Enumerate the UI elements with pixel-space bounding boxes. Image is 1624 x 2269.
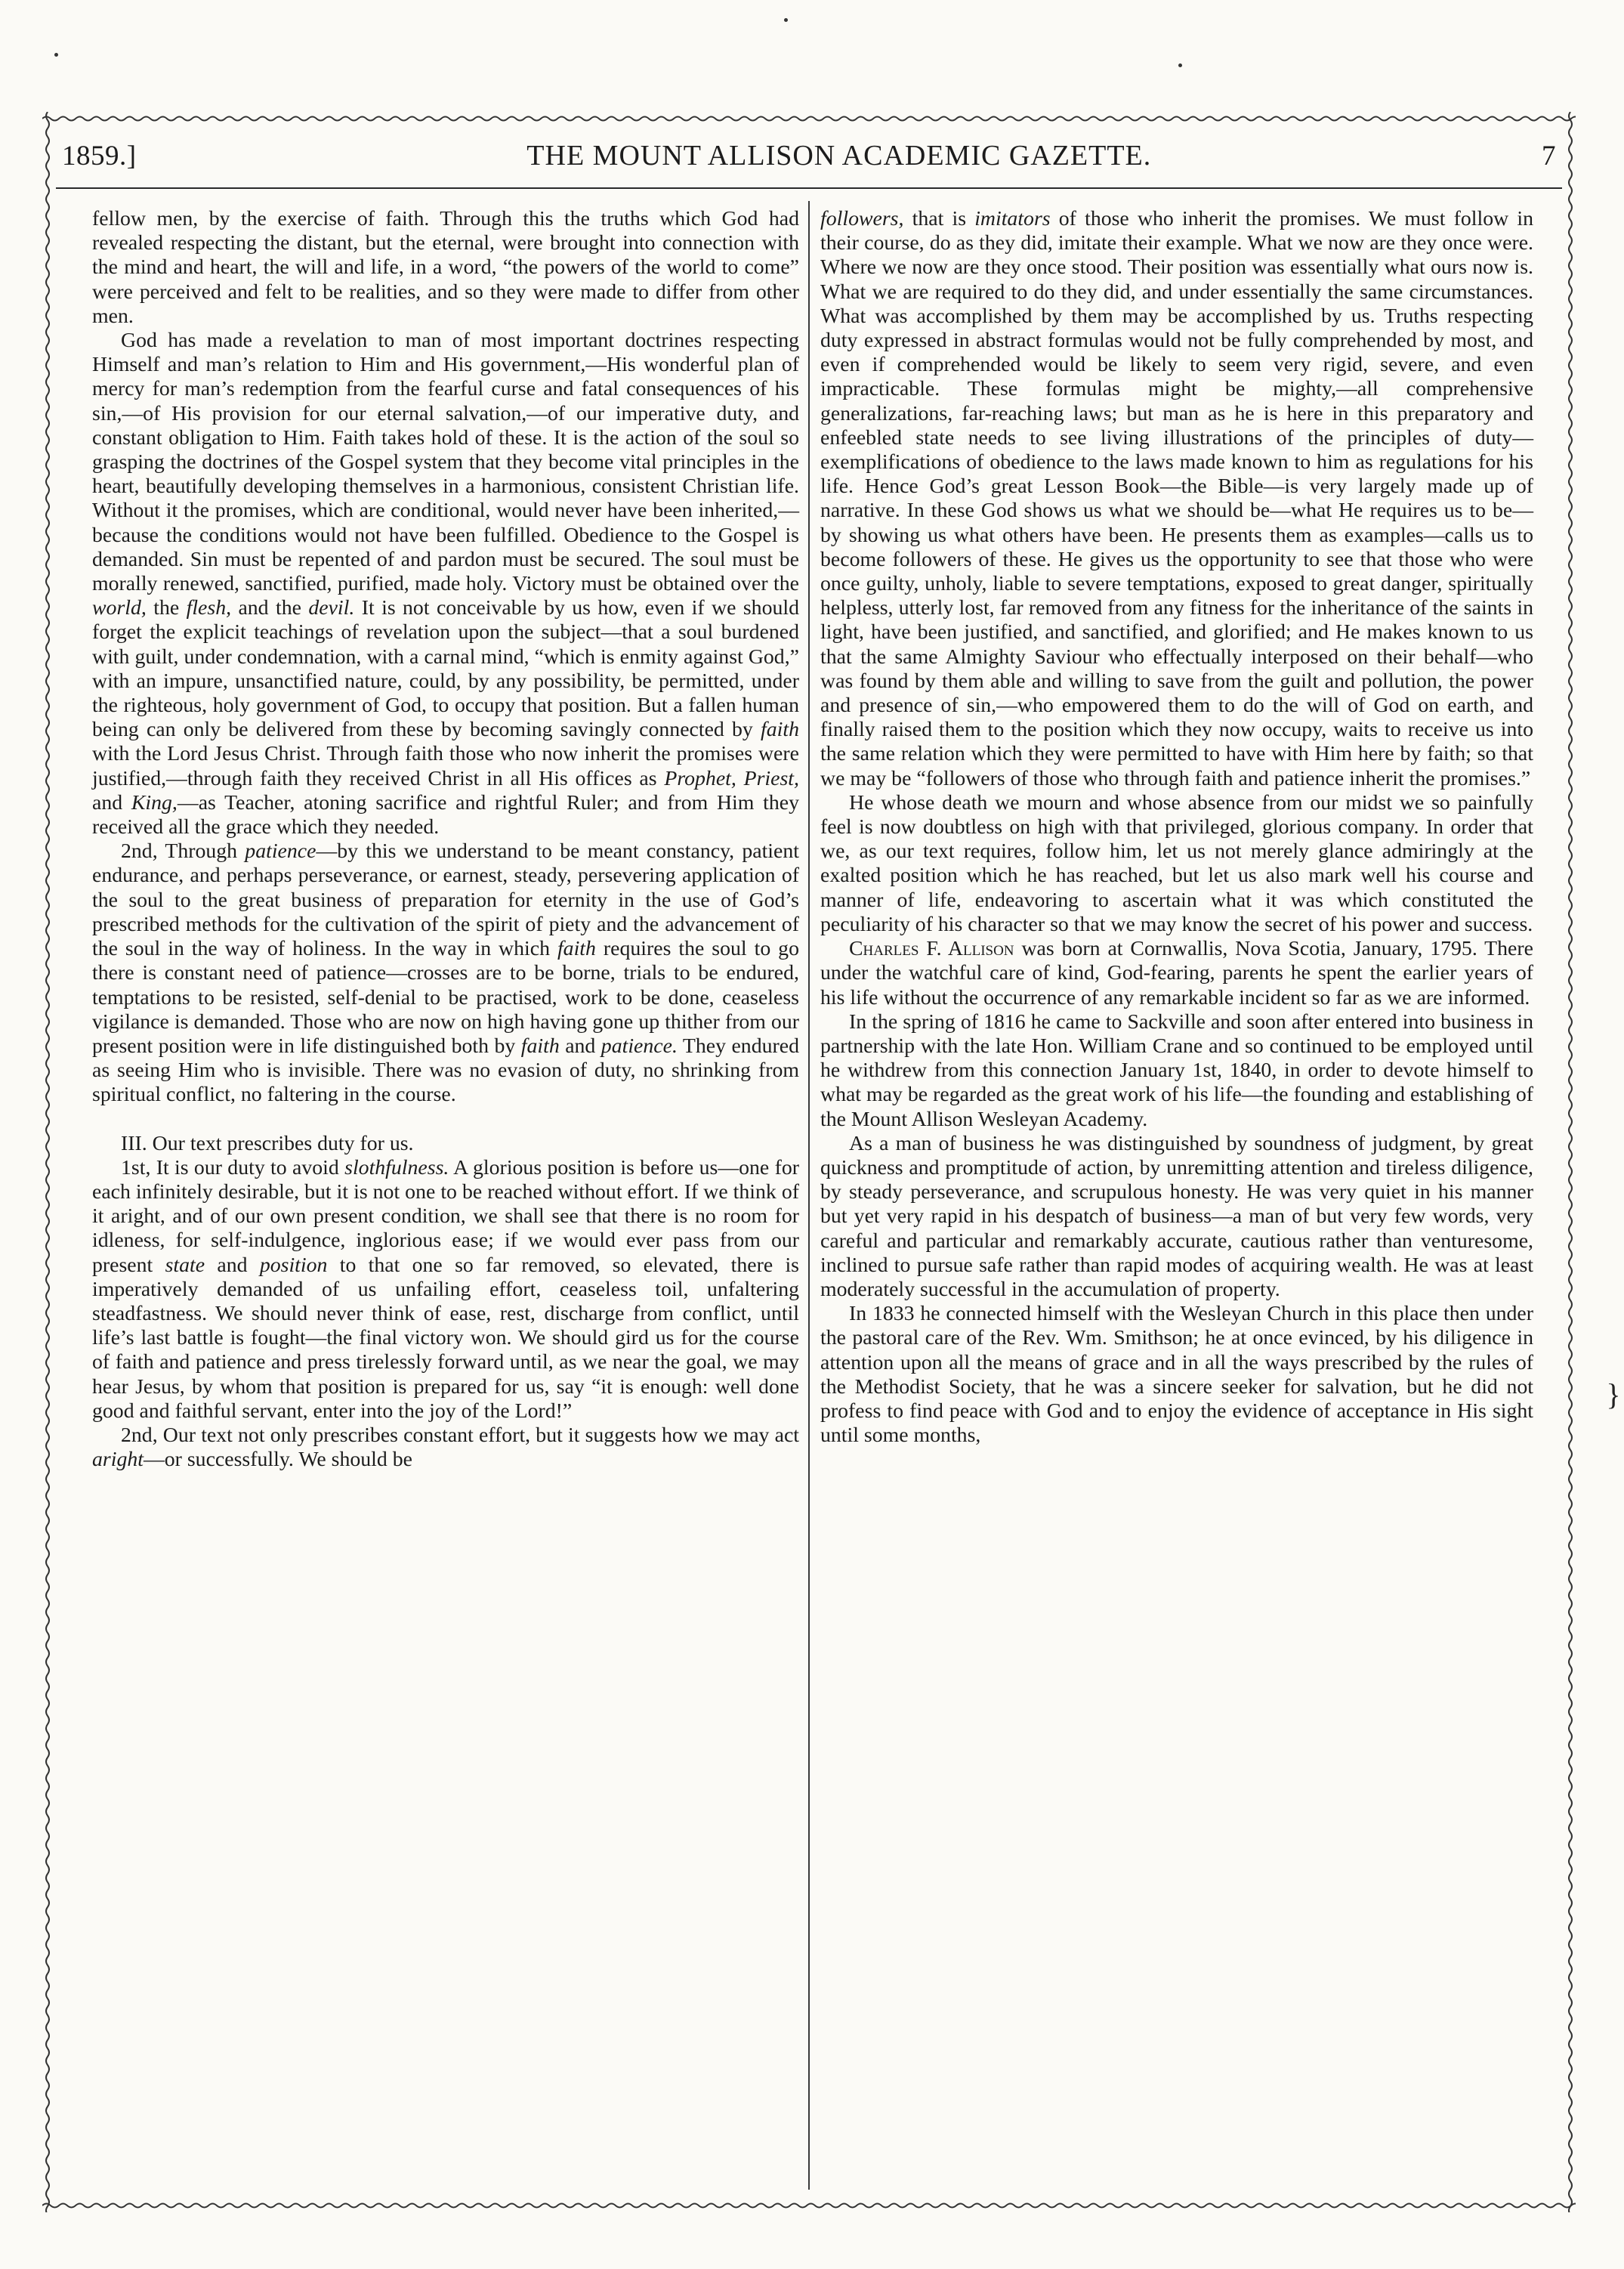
italic-text: faith: [761, 718, 799, 742]
paragraph: [92, 1424, 799, 1472]
text-run: fellow men, by the exercise of faith. Through this the truths which God had revealed respecting the distant, but the eternal, were brought into connection with the mind and heart, the will and life, in a word, “the powers of the world to come” were perceived and felt to be realities, and so they were made to differ from other men.: [92, 207, 799, 328]
text-run: A glorious position is before us—one for each infinitely desirable, but it is not one to be reached without effort. If we think of it aright, and of our own present condition, we shall see that there is no room for idleness, for self-indulgence, inglorious ease; if we would ever pass from our present: [92, 1155, 799, 1277]
text-run: and: [205, 1253, 260, 1277]
paragraph: [820, 1132, 1533, 1302]
text-run: III. Our text prescribes duty for us.: [121, 1131, 414, 1155]
paragraph: [820, 1010, 1533, 1132]
text-run: 2nd, Through: [121, 839, 245, 864]
italic-text: Prophet, Priest,: [664, 766, 799, 790]
italic-text: patience.: [601, 1034, 678, 1058]
text-run: 1st, It is our duty to avoid: [121, 1155, 345, 1179]
paragraph: [92, 329, 799, 839]
article-columns: [59, 196, 1559, 2190]
header-year: 1859.]: [62, 140, 137, 172]
text-run: requires the soul to go there is constant need of patience—crosses are to be borne, trials to be endured, temptations to be resisted, self-denial to be practised, work to be done, ceaseless vigilance is demanded. Those who are now on high having gone up thither from our present position were in life distinguished both by: [92, 937, 799, 1058]
text-run: —as Teacher, atoning sacrifice and rightful Ruler; and from Him they received all the grace which they needed.: [92, 790, 799, 839]
paragraph: [92, 207, 799, 329]
text-run: with the Lord Jesus Christ. Through faith those who now inherit the promises were justified,—through faith they received Christ in all His offices as: [92, 742, 799, 790]
italic-text: imitators: [974, 207, 1051, 230]
italic-text: faith: [557, 937, 596, 961]
italic-text: world,: [92, 596, 147, 620]
text-run: that is: [903, 207, 975, 230]
text-run: was born at Cornwallis, Nova Scotia, January, 1795. There under the watchful care of kind, God-fearing, parents he spent the earlier years of his life without the occurrence of any remarkable incident so far as we are informed.: [820, 937, 1533, 1009]
text-run: of those who inherit the promises. We must follow in their course, do as they did, imitate their example. What we now are they once were. Where we now are they once stood. Their position was essentially what ours now is. What we are required to do they did, and under essentially the same circumstances. What was accomplished by them may be accomplished by us. Truths respecting duty expressed in abstract formulas would not be fully comprehended by most, and even if comprehended would be likely to seem very rigid, severe, and even impracticable. These formulas might be mighty,—all comprehensive generalizations, far-reaching laws; but man as he is here in this preparatory and enfeebled state needs to see living illustrations of the principles of duty—exemplifications of obedience to the laws made known to him as regulations for his life. Hence God’s great Lesson Book—the Bible—is very largely made up of narrative. In these God shows us what we should be—what He requires us to be—by showing us what others have been. He presents them as examples—calls us to become followers of these. He gives us the opportunity to see that those who were once guilty, unholy, liable to severe temptations, exposed to great danger, spiritually helpless, utterly lost, far removed from any fitness for the inheritance of the saints in light, have been justified, and sanctified, and glorified; and He makes known to us that the same Almighty Saviour who effectually interposed on their behalf—who was found by them able and willing to save from the guilt and pollution, the power and presence of sin,—who empowered them to do the will of God on earth, and finally raised them to the position which they now occupy, waits to receive us into the same relation which they were permitted to have with Him here by faith; so that we may be “followers of those who through faith and patience inherit the promises.”: [820, 207, 1533, 790]
text-run: They endured as seeing Him who is invisible. There was no evasion of duty, no shrinking from spiritual conflict, no faltering in the course.: [92, 1034, 799, 1107]
text-run: It is not conceivable by us how, even if we should forget the explicit teachings of revelation upon the subject—that a soul burdened with guilt, under condemnation, with a carnal mind, “which is enmity against God,” with an impure, unsanctified nature, could, by any possibility, be permitted, under the righteous, holy government of God, to occupy that position. But a fallen human being can only be delivered from these by becoming savingly connected by: [92, 596, 799, 742]
newspaper-page: [42, 112, 1576, 2212]
italic-text: devil.: [308, 596, 355, 620]
text-run: the: [146, 596, 187, 620]
paragraph: [820, 1302, 1533, 1448]
header-rule: [56, 187, 1562, 189]
paragraph: [92, 839, 799, 1107]
right-border-ornament: [1565, 112, 1576, 2212]
text-run: —or successfully. We should be: [143, 1448, 412, 1472]
left-column: [59, 196, 808, 2190]
text-run: As a man of business he was distinguished by soundness of judgment, by great quickness and promptitude of action, by unremitting attention and tireless diligence, by steady perseverance, and scrupulous honesty. He was very quiet in his manner but yet very rapid in his despatch of business—a man of but very few words, very careful and particular and remarkably accurate, cautious rather than venturesome, inclined to pursue safe rather than rapid modes of acquiring wealth. He was at least moderately successful in the accumulation of property.: [820, 1131, 1533, 1301]
paper-speck: [784, 18, 788, 22]
italic-text: followers,: [820, 207, 904, 230]
right-column: [810, 196, 1559, 2190]
paper-speck: [54, 53, 58, 57]
text-run: and: [92, 790, 131, 815]
italic-text: faith: [520, 1034, 560, 1058]
text-run: In 1833 he connected himself with the Wesleyan Church in this place then under the pastoral care of the Rev. Wm. Smithson; he at once evinced, by his diligence in attention upon all the means of grace and in all the ways prescribed by the rules of the Methodist Society, that he was a sincere seeker for salvation, but he did not profess to find peace with God and to enjoy the evidence of acceptance in His sight until some months,: [820, 1302, 1533, 1448]
name-smallcaps: Charles F. Allison: [849, 937, 1014, 961]
text-run: God has made a revelation to man of most important doctrines respecting Himself and man’s relation to Him and His government,—His wonderful plan of mercy for man’s redemption from the fearful curse and fatal consequences of his sin,—of His provision for our eternal salvation,—of our imperative duty, and constant obligation to Him. Faith takes hold of these. It is the action of the soul so grasping the doctrines of the Gospel system that they become vital principles in the heart, beautifully developing themselves in a harmonious, consistent Christian life. Without it the promises, which are conditional, would never have been inherited,—because the conditions would not have been fulfilled. Obedience to the Gospel is demanded. Sin must be repented of and pardon must be secured. The soul must be morally renewed, sanctified, purified, made holy. Victory must be obtained over the: [92, 329, 799, 596]
text-run: to that one so far removed, so elevated, there is imperatively demanded of us unfailing effort, ceaseless toil, unfaltering steadfastness. We should never think of ease, rest, discharge from conflict, until life’s last battle is fought—the final victory won. We should gird us for the course of faith and patience and press tirelessly forward until, as we near the goal, we may hear Jesus, by whom that position is prepared for us, say “it is enough: well done good and faithful servant, enter into the joy of the Lord!”: [92, 1253, 800, 1423]
paper-speck: [1178, 63, 1182, 67]
italic-text: King,: [131, 790, 178, 815]
paragraph: [820, 791, 1533, 937]
bottom-border-ornament: [42, 2199, 1576, 2212]
italic-text: flesh,: [186, 596, 232, 620]
italic-text: slothfulness.: [344, 1155, 449, 1179]
text-run: In the spring of 1816 he came to Sackville and soon after entered into business in partnership with the late Hon. William Crane and so continued to be employed until he withdrew from this connection January 1st, 1840, in order to devote himself to what may be regarded as the great work of his life—the founding and establishing of the Mount Allison Wesleyan Academy.: [820, 1009, 1533, 1131]
italic-text: position: [259, 1253, 328, 1277]
page-number: 7: [1542, 140, 1556, 172]
italic-text: aright: [92, 1448, 144, 1472]
paragraph: [820, 207, 1533, 791]
left-border-ornament: [42, 112, 53, 2212]
text-run: and: [559, 1034, 601, 1058]
text-run: He whose death we mourn and whose absence from our midst we so painfully feel is now doubtless on high with that privileged, glorious company. In order that we, as our text requires, follow him, let us not merely glance admiringly at the exalted position which he has reached, but let us also mark well his course and manner of life, endeavoring to ascertain what it was which constituted the peculiarity of his character so that we may know the secret of his power and success.: [820, 790, 1533, 936]
text-run: —by this we understand to be meant constancy, patient endurance, and perhaps perseverance, or earnest, steady, persevering application of the soul to the great business of preparation for eternity in the use of God’s prescribed methods for the cultivation of the spirit of piety and the advancement of the soul in the way of holiness. In the way in which: [92, 839, 799, 961]
paragraph: [92, 1132, 799, 1156]
paragraph: [820, 937, 1533, 1010]
italic-text: patience: [245, 839, 316, 864]
paragraph: [92, 1156, 799, 1424]
italic-text: state: [165, 1253, 205, 1277]
publication-title: THE MOUNT ALLISON ACADEMIC GAZETTE.: [526, 140, 1152, 172]
text-run: and the: [231, 596, 309, 620]
text-run: 2nd, Our text not only prescribes constant effort, but it suggests how we may act: [121, 1423, 799, 1447]
margin-bracket-mark: }: [1606, 1377, 1621, 1411]
top-border-ornament: [42, 112, 1576, 125]
page-header: [62, 134, 1556, 177]
